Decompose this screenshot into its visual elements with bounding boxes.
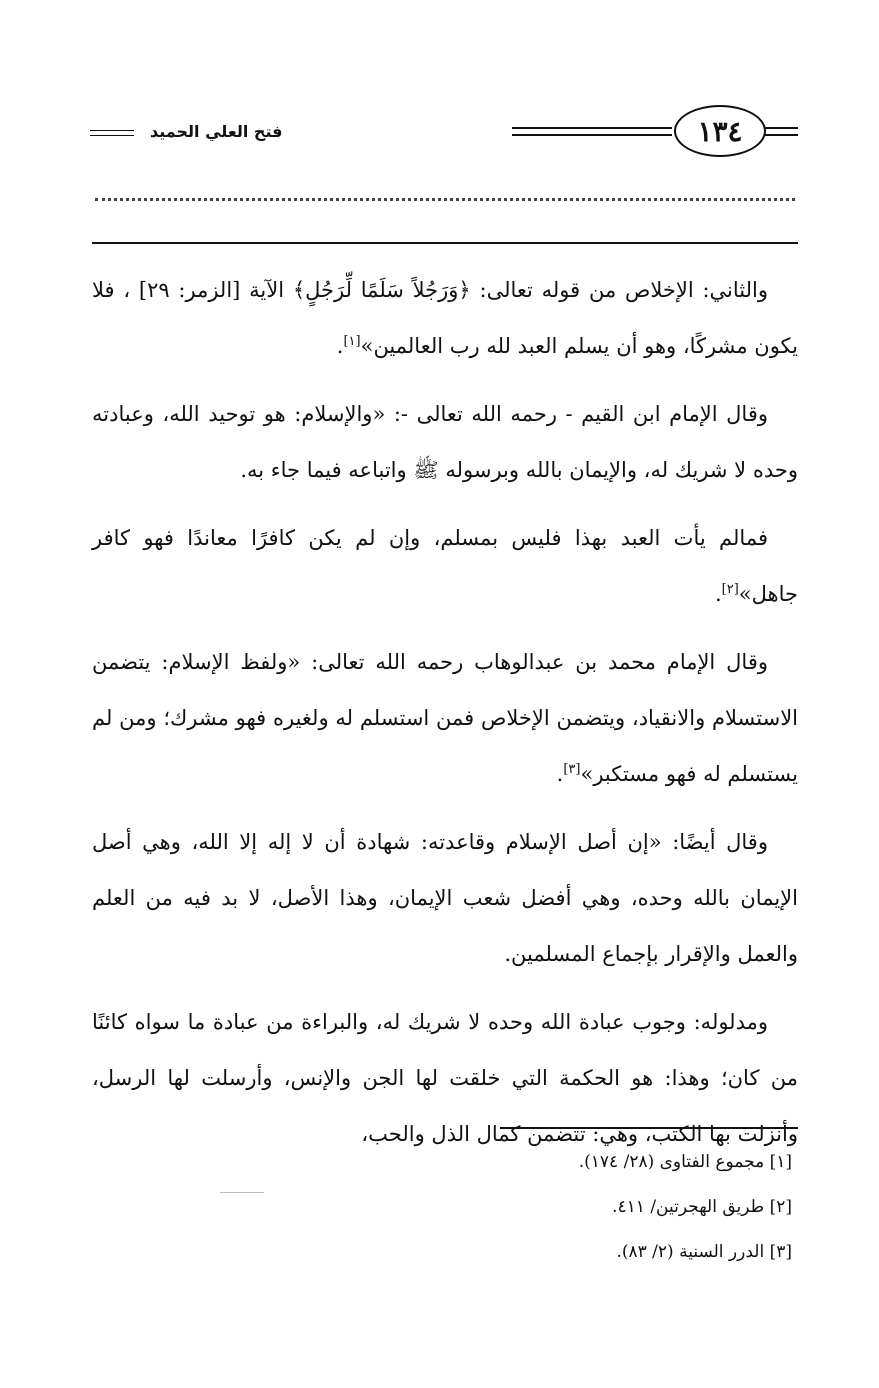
footnotes [92, 1140, 798, 1275]
paragraph: وقال الإمام ابن القيم - رحمه الله تعالى -: «والإسلام: هو توحيد الله، وعبادته وحده لا شريك له، والإيمان بالله وبرسوله ﷺ واتباعه فيما جاء به. [92, 402, 798, 482]
header-double-rule-right [764, 127, 798, 136]
page-number: ١٣٤ [674, 105, 766, 157]
page-header [0, 100, 879, 160]
footnote-reference[interactable]: [٢] [721, 582, 739, 597]
footnote-reference[interactable]: [٣] [563, 762, 581, 777]
paragraph: فمالم يأت العبد بهذا فليس بمسلم، وإن لم يكن كافرًا معاندًا فهو كافر جاهل»[٢]. [92, 526, 798, 606]
footnote-item: [٢] طريق الهجرتين/ ٤١١. [612, 1197, 792, 1217]
paragraph: والثاني: الإخلاص من قوله تعالى: ﴿وَرَجُلاً سَلَمًا لِّرَجُلٍ﴾ الآية [الزمر: ٢٩] ، فلا يكون مشركًا، وهو أن يسلم العبد لله رب العالمين»[١]. [92, 278, 798, 358]
header-double-rule [512, 127, 672, 136]
paragraph: وقال الإمام محمد بن عبدالوهاب رحمه الله تعالى: «ولفظ الإسلام: يتضمن الاستسلام والانقياد، ويتضمن الإخلاص فمن استسلم له ولغيره فهو مشرك؛ ومن لم يستسلم له فهو مستكبر»[٣]. [92, 650, 798, 786]
book-title: فتح العلي الحميد [150, 122, 283, 141]
paragraph: ومدلوله: وجوب عبادة الله وحده لا شريك له، والبراءة من عبادة ما سواه كائنًا من كان؛ وهذا: هو الحكمة التي خلقت لها الجن والإنس، وأرسلت لها الرسل، وأنزلت بها الكتب، وهي: تتضمن كمال الذل والحب، [92, 1010, 798, 1146]
top-separator-rule [92, 242, 798, 244]
dotted-separator [95, 198, 795, 201]
footnote-separator [500, 1127, 798, 1129]
paragraph: وقال أيضًا: «إن أصل الإسلام وقاعدته: شهادة أن لا إله إلا الله، وهي أصل الإيمان بالله وحده، وهي أفضل شعب الإيمان، وهذا الأصل، لا بد فيه من العلم والعمل والإقرار بإجماع المسلمين. [92, 830, 798, 966]
footnote-item: [١] مجموع الفتاوى (٢٨/ ١٧٤). [578, 1152, 792, 1172]
title-ornament-rule [90, 130, 134, 136]
footnote-reference[interactable]: [١] [343, 334, 361, 349]
footnote-item: [٣] الدرر السنية (٢/ ٨٣). [616, 1242, 792, 1262]
main-text [92, 262, 798, 1174]
